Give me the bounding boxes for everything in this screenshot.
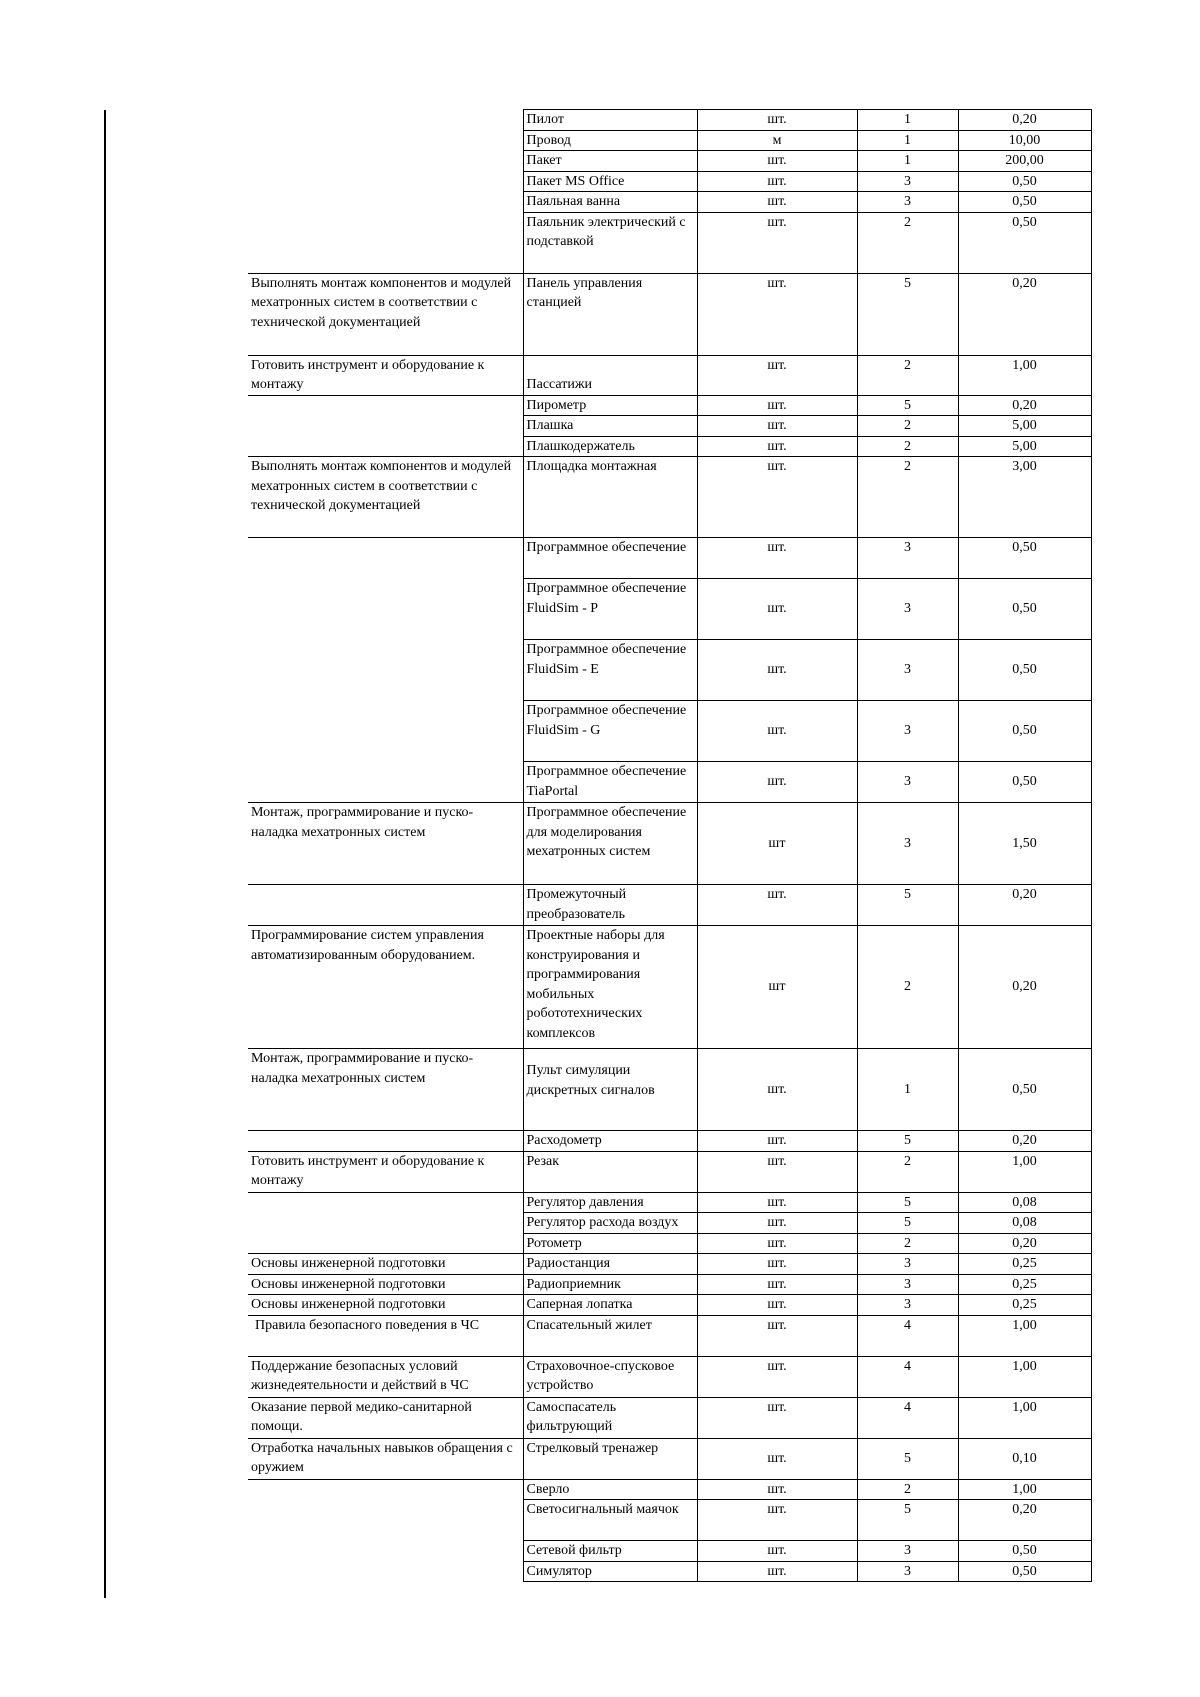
activity-cell (248, 538, 523, 579)
table-row (248, 436, 1091, 457)
value-cell: 0,50 (958, 1541, 1091, 1562)
table-row (248, 130, 1091, 151)
activity-cell (248, 110, 523, 131)
table-row (248, 926, 1091, 1049)
quantity-cell: 2 (857, 355, 958, 395)
equipment-table (248, 109, 1092, 1582)
value-cell: 0,25 (958, 1295, 1091, 1316)
activity-cell: Готовить инструмент и оборудование к монтажу (248, 355, 523, 395)
table-row (248, 1049, 1091, 1131)
quantity-cell: 5 (857, 1500, 958, 1541)
quantity-cell: 4 (857, 1397, 958, 1438)
quantity-cell: 3 (857, 1561, 958, 1582)
quantity-cell: 2 (857, 457, 958, 538)
table-row (248, 1254, 1091, 1275)
table-row (248, 171, 1091, 192)
table-row (248, 1561, 1091, 1582)
activity-cell (248, 436, 523, 457)
unit-cell: шт. (697, 1049, 857, 1131)
value-cell: 0,50 (958, 579, 1091, 640)
value-cell: 5,00 (958, 416, 1091, 437)
unit-cell: шт. (697, 273, 857, 355)
item-name-cell: Радиоприемник (523, 1274, 697, 1295)
table-row (248, 1131, 1091, 1152)
value-cell: 0,08 (958, 1213, 1091, 1234)
unit-cell: шт. (697, 355, 857, 395)
quantity-cell: 2 (857, 416, 958, 437)
value-cell: 0,20 (958, 273, 1091, 355)
activity-cell (248, 192, 523, 213)
item-name-cell: Площадка монтажная (523, 457, 697, 538)
value-cell: 1,00 (958, 1356, 1091, 1397)
table-row (248, 640, 1091, 701)
table-row (248, 1479, 1091, 1500)
table-row (248, 803, 1091, 885)
item-name-cell: Регулятор расхода воздух (523, 1213, 697, 1234)
value-cell: 0,10 (958, 1438, 1091, 1479)
value-cell: 1,00 (958, 1151, 1091, 1192)
table-row (248, 1151, 1091, 1192)
item-name-cell: Регулятор давления (523, 1192, 697, 1213)
value-cell: 0,20 (958, 1500, 1091, 1541)
activity-cell (248, 1561, 523, 1582)
value-cell: 0,50 (958, 212, 1091, 273)
item-name-cell: Стрелковый тренажер (523, 1438, 697, 1479)
value-cell: 200,00 (958, 151, 1091, 172)
table-row (248, 579, 1091, 640)
table-row (248, 355, 1091, 395)
value-cell: 0,20 (958, 1131, 1091, 1152)
unit-cell: шт. (697, 1356, 857, 1397)
item-name-cell: Промежуточный преобразователь (523, 885, 697, 926)
value-cell: 0,20 (958, 926, 1091, 1049)
item-name-cell: Радиостанция (523, 1254, 697, 1275)
value-cell: 0,20 (958, 395, 1091, 416)
value-cell: 0,50 (958, 762, 1091, 803)
unit-cell: м (697, 130, 857, 151)
quantity-cell: 4 (857, 1315, 958, 1356)
item-name-cell: Программное обеспечение FluidSim - P (523, 579, 697, 640)
quantity-cell: 3 (857, 538, 958, 579)
quantity-cell: 3 (857, 762, 958, 803)
activity-cell (248, 1233, 523, 1254)
item-name-cell: Программное обеспечение TiaPortal (523, 762, 697, 803)
activity-cell (248, 130, 523, 151)
quantity-cell: 1 (857, 151, 958, 172)
value-cell: 0,25 (958, 1254, 1091, 1275)
activity-cell (248, 1213, 523, 1234)
quantity-cell: 3 (857, 1254, 958, 1275)
activity-cell (248, 701, 523, 762)
item-name-cell: Самоспасатель фильтрующий (523, 1397, 697, 1438)
table-row (248, 1438, 1091, 1479)
unit-cell: шт (697, 926, 857, 1049)
unit-cell: шт. (697, 457, 857, 538)
item-name-cell: Резак (523, 1151, 697, 1192)
activity-cell: Поддержание безопасных условий жизнедеятельности и действий в ЧС (248, 1356, 523, 1397)
quantity-cell: 2 (857, 212, 958, 273)
value-cell: 10,00 (958, 130, 1091, 151)
item-name-cell: Проектные наборы для конструирования и программирования мобильных робототехнических комплексов (523, 926, 697, 1049)
unit-cell: шт. (697, 640, 857, 701)
quantity-cell: 2 (857, 1233, 958, 1254)
activity-cell: Программирование систем управления автоматизированным оборудованием. (248, 926, 523, 1049)
activity-cell: Оказание первой медико-санитарной помощи. (248, 1397, 523, 1438)
item-name-cell: Пакет (523, 151, 697, 172)
activity-cell: Готовить инструмент и оборудование к монтажу (248, 1151, 523, 1192)
unit-cell: шт. (697, 538, 857, 579)
unit-cell: шт. (697, 1274, 857, 1295)
item-name-cell: Пакет MS Office (523, 171, 697, 192)
unit-cell: шт. (697, 701, 857, 762)
activity-cell: Правила безопасного поведения в ЧС (248, 1315, 523, 1356)
item-name-cell: Программное обеспечение для моделирования мехатронных систем (523, 803, 697, 885)
quantity-cell: 5 (857, 885, 958, 926)
table-row (248, 416, 1091, 437)
value-cell: 1,00 (958, 1397, 1091, 1438)
quantity-cell: 3 (857, 701, 958, 762)
item-name-cell: Паяльник электрический с подставкой (523, 212, 697, 273)
unit-cell: шт. (697, 1541, 857, 1562)
activity-cell (248, 1131, 523, 1152)
unit-cell: шт. (697, 395, 857, 416)
quantity-cell: 2 (857, 1151, 958, 1192)
quantity-cell: 1 (857, 110, 958, 131)
unit-cell: шт. (697, 1479, 857, 1500)
activity-cell: Выполнять монтаж компонентов и модулей мехатронных систем в соответствии с технической документацией (248, 457, 523, 538)
item-name-cell: Симулятор (523, 1561, 697, 1582)
value-cell: 0,50 (958, 1561, 1091, 1582)
quantity-cell: 5 (857, 1438, 958, 1479)
value-cell: 5,00 (958, 436, 1091, 457)
unit-cell: шт. (697, 1131, 857, 1152)
quantity-cell: 5 (857, 273, 958, 355)
table-row (248, 1213, 1091, 1234)
table-row (248, 1295, 1091, 1316)
table-row (248, 762, 1091, 803)
value-cell: 1,00 (958, 355, 1091, 395)
unit-cell: шт. (697, 192, 857, 213)
item-name-cell: Панель управления станцией (523, 273, 697, 355)
quantity-cell: 5 (857, 395, 958, 416)
item-name-cell: Провод (523, 130, 697, 151)
activity-cell (248, 395, 523, 416)
quantity-cell: 3 (857, 192, 958, 213)
quantity-cell: 3 (857, 1541, 958, 1562)
unit-cell: шт. (697, 579, 857, 640)
unit-cell: шт. (697, 1561, 857, 1582)
item-name-cell: Спасательный жилет (523, 1315, 697, 1356)
value-cell: 0,50 (958, 538, 1091, 579)
value-cell: 0,20 (958, 1233, 1091, 1254)
activity-cell (248, 1479, 523, 1500)
unit-cell: шт. (697, 762, 857, 803)
table-row (248, 1274, 1091, 1295)
activity-cell (248, 579, 523, 640)
activity-cell: Основы инженерной подготовки (248, 1254, 523, 1275)
unit-cell: шт. (697, 1192, 857, 1213)
activity-cell: Монтаж, программирование и пуско-наладка мехатронных систем (248, 803, 523, 885)
quantity-cell: 3 (857, 171, 958, 192)
table-row (248, 457, 1091, 538)
activity-cell (248, 1192, 523, 1213)
value-cell: 0,20 (958, 110, 1091, 131)
value-cell: 1,50 (958, 803, 1091, 885)
item-name-cell: Плашка (523, 416, 697, 437)
activity-cell (248, 762, 523, 803)
quantity-cell: 2 (857, 1479, 958, 1500)
value-cell: 0,50 (958, 640, 1091, 701)
unit-cell: шт. (697, 885, 857, 926)
unit-cell: шт. (697, 151, 857, 172)
activity-cell (248, 151, 523, 172)
item-name-cell: Сетевой фильтр (523, 1541, 697, 1562)
table-row (248, 701, 1091, 762)
value-cell: 0,50 (958, 701, 1091, 762)
activity-cell: Монтаж, программирование и пуско-наладка мехатронных систем (248, 1049, 523, 1131)
unit-cell: шт. (697, 1151, 857, 1192)
unit-cell: шт. (697, 1233, 857, 1254)
value-cell: 0,50 (958, 171, 1091, 192)
quantity-cell: 3 (857, 1274, 958, 1295)
activity-cell: Выполнять монтаж компонентов и модулей мехатронных систем в соответствии с технической документацией (248, 273, 523, 355)
activity-cell (248, 1500, 523, 1541)
item-name-cell: Саперная лопатка (523, 1295, 697, 1316)
item-name-cell: Пассатижи (523, 355, 697, 395)
table-row (248, 192, 1091, 213)
unit-cell: шт. (697, 110, 857, 131)
item-name-cell: Пирометр (523, 395, 697, 416)
item-name-cell: Страховочное-спусковое устройство (523, 1356, 697, 1397)
item-name-cell: Ротометр (523, 1233, 697, 1254)
item-name-cell: Плашкодержатель (523, 436, 697, 457)
quantity-cell: 5 (857, 1192, 958, 1213)
table-row (248, 1233, 1091, 1254)
left-margin-line (104, 110, 106, 1598)
unit-cell: шт. (697, 1397, 857, 1438)
activity-cell (248, 171, 523, 192)
unit-cell: шт. (697, 171, 857, 192)
value-cell: 0,50 (958, 192, 1091, 213)
activity-cell (248, 416, 523, 437)
table-row (248, 538, 1091, 579)
value-cell: 0,50 (958, 1049, 1091, 1131)
value-cell: 3,00 (958, 457, 1091, 538)
quantity-cell: 3 (857, 803, 958, 885)
quantity-cell: 2 (857, 436, 958, 457)
unit-cell: шт. (697, 1254, 857, 1275)
unit-cell: шт. (697, 416, 857, 437)
item-name-cell: Программное обеспечение (523, 538, 697, 579)
item-name-cell: Светосигнальный маячок (523, 1500, 697, 1541)
value-cell: 1,00 (958, 1315, 1091, 1356)
item-name-cell: Сверло (523, 1479, 697, 1500)
unit-cell: шт. (697, 1315, 857, 1356)
activity-cell (248, 1541, 523, 1562)
unit-cell: шт (697, 803, 857, 885)
table-row (248, 395, 1091, 416)
activity-cell: Основы инженерной подготовки (248, 1274, 523, 1295)
item-name-cell: Программное обеспечение FluidSim - G (523, 701, 697, 762)
value-cell: 0,20 (958, 885, 1091, 926)
item-name-cell: Расходометр (523, 1131, 697, 1152)
quantity-cell: 2 (857, 926, 958, 1049)
table-row (248, 1500, 1091, 1541)
unit-cell: шт. (697, 436, 857, 457)
table-row (248, 885, 1091, 926)
quantity-cell: 1 (857, 130, 958, 151)
quantity-cell: 4 (857, 1356, 958, 1397)
quantity-cell: 3 (857, 579, 958, 640)
activity-cell: Отработка начальных навыков обращения с оружием (248, 1438, 523, 1479)
unit-cell: шт. (697, 1438, 857, 1479)
activity-cell (248, 212, 523, 273)
unit-cell: шт. (697, 212, 857, 273)
unit-cell: шт. (697, 1500, 857, 1541)
unit-cell: шт. (697, 1295, 857, 1316)
table-row (248, 110, 1091, 131)
value-cell: 0,25 (958, 1274, 1091, 1295)
activity-cell: Основы инженерной подготовки (248, 1295, 523, 1316)
value-cell: 1,00 (958, 1479, 1091, 1500)
table-row (248, 273, 1091, 355)
table-row (248, 212, 1091, 273)
quantity-cell: 3 (857, 1295, 958, 1316)
table-row (248, 1315, 1091, 1356)
item-name-cell: Пульт симуляции дискретных сигналов (523, 1049, 697, 1131)
table-row (248, 1397, 1091, 1438)
quantity-cell: 3 (857, 640, 958, 701)
quantity-cell: 1 (857, 1049, 958, 1131)
unit-cell: шт. (697, 1213, 857, 1234)
quantity-cell: 5 (857, 1131, 958, 1152)
table-row (248, 1192, 1091, 1213)
table-row (248, 1356, 1091, 1397)
activity-cell (248, 640, 523, 701)
item-name-cell: Паяльная ванна (523, 192, 697, 213)
activity-cell (248, 885, 523, 926)
item-name-cell: Программное обеспечение FluidSim - E (523, 640, 697, 701)
item-name-cell: Пилот (523, 110, 697, 131)
quantity-cell: 5 (857, 1213, 958, 1234)
value-cell: 0,08 (958, 1192, 1091, 1213)
table-row (248, 151, 1091, 172)
table-row (248, 1541, 1091, 1562)
